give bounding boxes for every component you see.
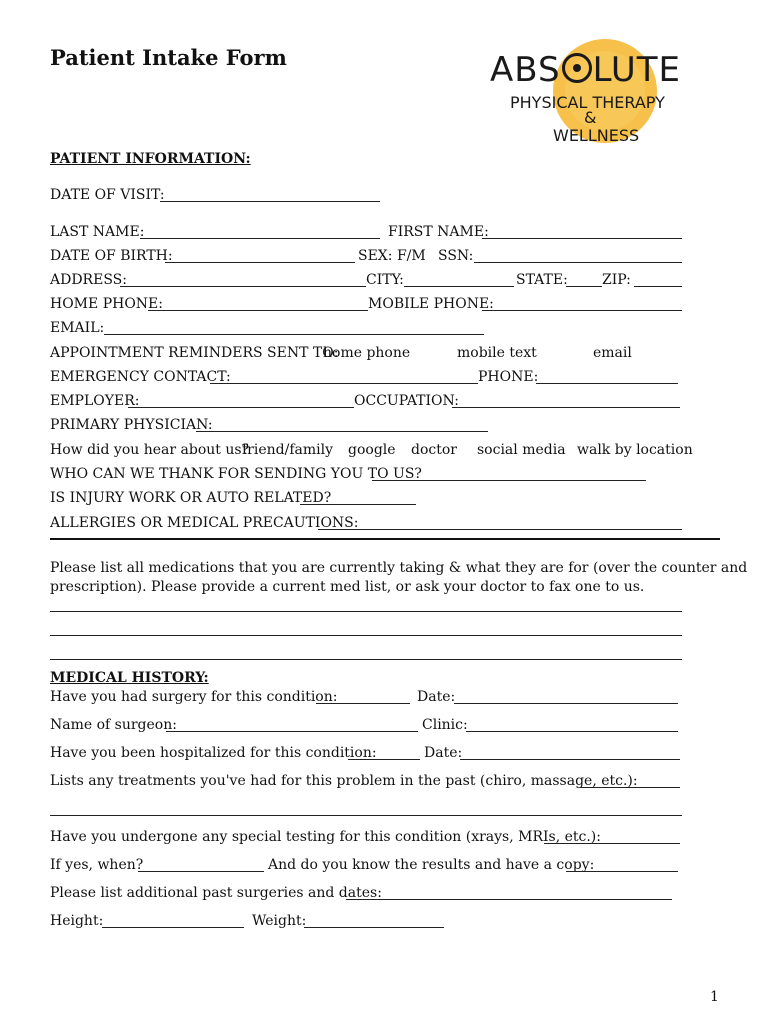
employer-label: EMPLOYER: [50, 393, 140, 409]
past-surgeries-field[interactable] [346, 899, 672, 900]
treatments-field-1[interactable] [580, 787, 680, 788]
height-field[interactable] [102, 927, 244, 928]
logo-line-physical-therapy: PHYSICAL THERAPY [510, 93, 665, 112]
emergency-phone-label: PHONE: [478, 369, 539, 385]
surgery-date-field[interactable] [454, 703, 678, 704]
address-field[interactable] [120, 286, 366, 287]
clinic-field[interactable] [466, 731, 678, 732]
date-of-visit-label: DATE OF VISIT: [50, 187, 165, 203]
home-phone-label: HOME PHONE: [50, 296, 163, 312]
state-field[interactable] [566, 286, 602, 287]
primary-physician-field[interactable] [196, 431, 488, 432]
dob-field[interactable] [165, 262, 355, 263]
mobile-phone-label: MOBILE PHONE: [368, 296, 494, 312]
medications-field-3[interactable] [50, 659, 682, 660]
when-label: If yes, when? [50, 857, 144, 873]
logo-line-wellness: WELLNESS [553, 126, 640, 145]
results-field[interactable] [566, 871, 678, 872]
email-label: EMAIL: [50, 320, 105, 336]
past-surgeries-label: Please list additional past surgeries and dates: [50, 885, 382, 901]
hospitalized-label: Have you been hospitalized for this condition: [50, 745, 377, 761]
logo-text-lute: LUTE [592, 50, 681, 90]
treatments-label: Lists any treatments you've had for this problem in the past (chiro, massage, etc.): [50, 773, 638, 789]
when-field[interactable] [138, 871, 264, 872]
emergency-phone-field[interactable] [536, 383, 678, 384]
logo-text-abs: ABS [490, 50, 561, 90]
page-number: 1 [710, 989, 719, 1005]
dob-label: DATE OF BIRTH: [50, 248, 173, 264]
medications-field-2[interactable] [50, 635, 682, 636]
heard-option-google[interactable]: google [348, 442, 396, 458]
thank-field[interactable] [372, 480, 646, 481]
heard-option-walk-by[interactable]: walk by location [577, 442, 693, 458]
reminders-label: APPOINTMENT REMINDERS SENT TO: [50, 345, 339, 361]
date-of-visit-field[interactable] [160, 201, 380, 202]
section-divider [50, 538, 720, 540]
hospitalized-date-label: Date: [424, 745, 463, 761]
city-label: CITY: [366, 272, 404, 288]
results-label: And do you know the results and have a copy: [268, 857, 595, 873]
first-name-label: FIRST NAME: [388, 224, 489, 240]
last-name-field[interactable] [140, 238, 380, 239]
surgery-date-label: Date: [417, 689, 456, 705]
testing-label: Have you undergone any special testing for this condition (xrays, MRIs, etc.): [50, 829, 601, 845]
page-title: Patient Intake Form [50, 45, 287, 70]
emergency-contact-label: EMERGENCY CONTACT: [50, 369, 231, 385]
medications-field-1[interactable] [50, 611, 682, 612]
hospitalized-field[interactable] [348, 759, 420, 760]
allergies-field[interactable] [318, 529, 682, 530]
testing-field[interactable] [544, 843, 680, 844]
zip-label: ZIP: [602, 272, 631, 288]
height-label: Height: [50, 913, 104, 929]
first-name-field[interactable] [482, 238, 682, 239]
surgeon-field[interactable] [166, 731, 418, 732]
email-field[interactable] [104, 334, 484, 335]
weight-label: Weight: [252, 913, 307, 929]
injury-field[interactable] [300, 504, 416, 505]
treatments-field-2[interactable] [50, 815, 682, 816]
last-name-label: LAST NAME: [50, 224, 145, 240]
reminder-option-email[interactable]: email [593, 345, 632, 361]
ssn-label: SSN: [438, 248, 474, 264]
medical-history-heading: MEDICAL HISTORY: [50, 670, 209, 686]
primary-physician-label: PRIMARY PHYSICIAN: [50, 417, 213, 433]
zip-field[interactable] [634, 286, 682, 287]
surgery-label: Have you had surgery for this condition: [50, 689, 338, 705]
city-field[interactable] [404, 286, 514, 287]
home-phone-field[interactable] [148, 310, 368, 311]
logo-line-ampersand: & [584, 108, 597, 127]
heard-option-doctor[interactable]: doctor [411, 442, 457, 458]
heard-option-friend-family[interactable]: friend/family [242, 442, 333, 458]
occupation-label: OCCUPATION: [354, 393, 459, 409]
sex-label: SEX: F/M [358, 248, 426, 264]
medications-text-line2: prescription). Please provide a current med list, or ask your doctor to fax one to us. [50, 579, 645, 595]
surgeon-label: Name of surgeon: [50, 717, 177, 733]
logo-o-icon [562, 53, 592, 83]
emergency-contact-field[interactable] [210, 383, 478, 384]
ssn-field[interactable] [474, 262, 682, 263]
surgery-field[interactable] [316, 703, 410, 704]
allergies-label: ALLERGIES OR MEDICAL PRECAUTIONS: [50, 515, 359, 531]
injury-label: IS INJURY WORK OR AUTO RELATED? [50, 490, 332, 506]
reminder-option-mobile-text[interactable]: mobile text [457, 345, 537, 361]
reminder-option-home-phone[interactable]: home phone [323, 345, 411, 361]
occupation-field[interactable] [452, 407, 680, 408]
state-label: STATE: [516, 272, 568, 288]
patient-info-heading: PATIENT INFORMATION: [50, 151, 251, 167]
mobile-phone-field[interactable] [482, 310, 682, 311]
medications-text-line1: Please list all medications that you are currently taking & what they are for (over the counter and [50, 560, 748, 576]
heard-option-social-media[interactable]: social media [477, 442, 566, 458]
clinic-label: Clinic: [422, 717, 468, 733]
employer-field[interactable] [128, 407, 354, 408]
weight-field[interactable] [304, 927, 444, 928]
address-label: ADDRESS: [50, 272, 127, 288]
thank-label: WHO CAN WE THANK FOR SENDING YOU TO US? [50, 466, 422, 482]
hospitalized-date-field[interactable] [460, 759, 680, 760]
heard-about-label: How did you hear about us? [50, 442, 250, 458]
company-logo [488, 40, 728, 150]
